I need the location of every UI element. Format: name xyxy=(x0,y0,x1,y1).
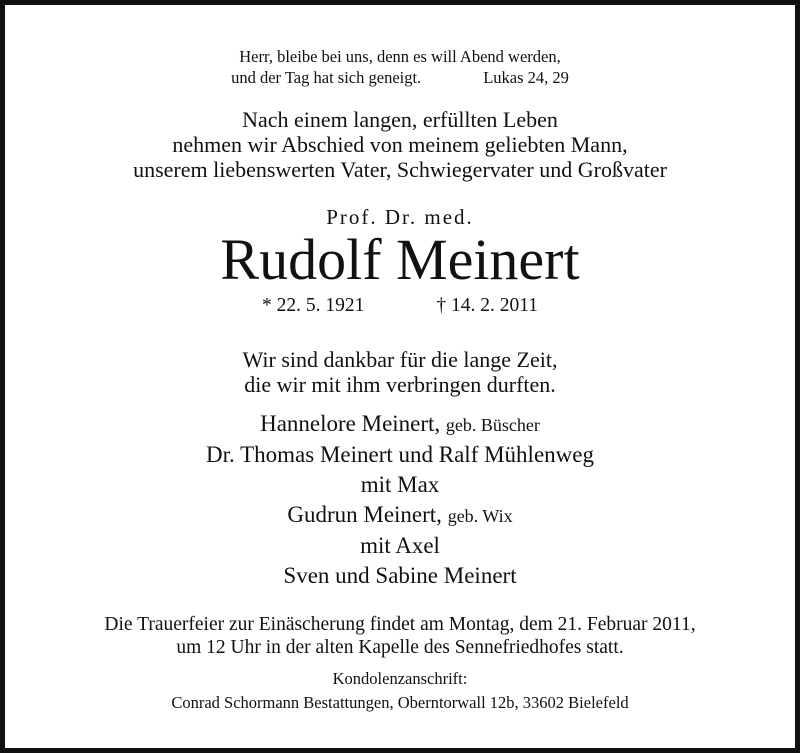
wife-maiden-name: geb. Büscher xyxy=(445,415,540,435)
verse-reference: Lukas 24, 29 xyxy=(483,68,569,87)
family-row-daughter-child: mit Axel xyxy=(360,533,440,558)
gratitude-line: Wir sind dankbar für die lange Zeit, xyxy=(242,347,558,372)
intro-text xyxy=(5,107,795,182)
intro-line: unserem liebenswerten Vater, Schwiegervater und Großvater xyxy=(133,157,667,182)
deceased-name: Rudolf Meinert xyxy=(220,227,580,292)
gratitude-line: die wir mit ihm verbringen durften. xyxy=(244,372,556,397)
birth-date: * 22. 5. 1921 xyxy=(261,295,365,316)
family-row-grandchildren: Sven und Sabine Meinert xyxy=(283,563,517,588)
life-dates xyxy=(5,295,795,317)
family-row-son-child: mit Max xyxy=(360,472,440,497)
condolence-address-line: Conrad Schormann Bestattungen, Oberntorwall 12b, 33602 Bielefeld xyxy=(171,693,629,712)
bible-verse xyxy=(5,46,795,88)
daughter-maiden-name: geb. Wix xyxy=(447,506,513,526)
intro-line: Nach einem langen, erfüllten Leben xyxy=(242,107,558,132)
academic-title: Prof. Dr. med. xyxy=(326,205,474,229)
family-row-wife xyxy=(5,409,795,440)
family-row-son: Dr. Thomas Meinert und Ralf Mühlenweg xyxy=(206,442,594,467)
family-row-daughter xyxy=(5,500,795,531)
verse-text: und der Tag hat sich geneigt. xyxy=(231,68,422,87)
wife-name: Hannelore Meinert, xyxy=(260,411,441,436)
funeral-line: Die Trauerfeier zur Einäscherung findet am Montag, dem 21. Februar 2011, xyxy=(104,614,696,635)
verse-line-1: Herr, bleibe bei uns, denn es will Abend werden, xyxy=(239,47,561,66)
gratitude-text xyxy=(5,347,795,397)
intro-line: nehmen wir Abschied von meinem geliebten Mann, xyxy=(172,132,628,157)
condolence-label: Kondolenzanschrift: xyxy=(332,669,468,688)
funeral-line: um 12 Uhr in der alten Kapelle des Sennefriedhofes statt. xyxy=(176,637,624,658)
family-list xyxy=(5,409,795,591)
daughter-name: Gudrun Meinert, xyxy=(287,502,442,527)
condolence-address xyxy=(5,667,795,715)
death-date: † 14. 2. 2011 xyxy=(436,295,539,316)
funeral-info xyxy=(5,613,795,659)
verse-line-2 xyxy=(5,67,795,88)
